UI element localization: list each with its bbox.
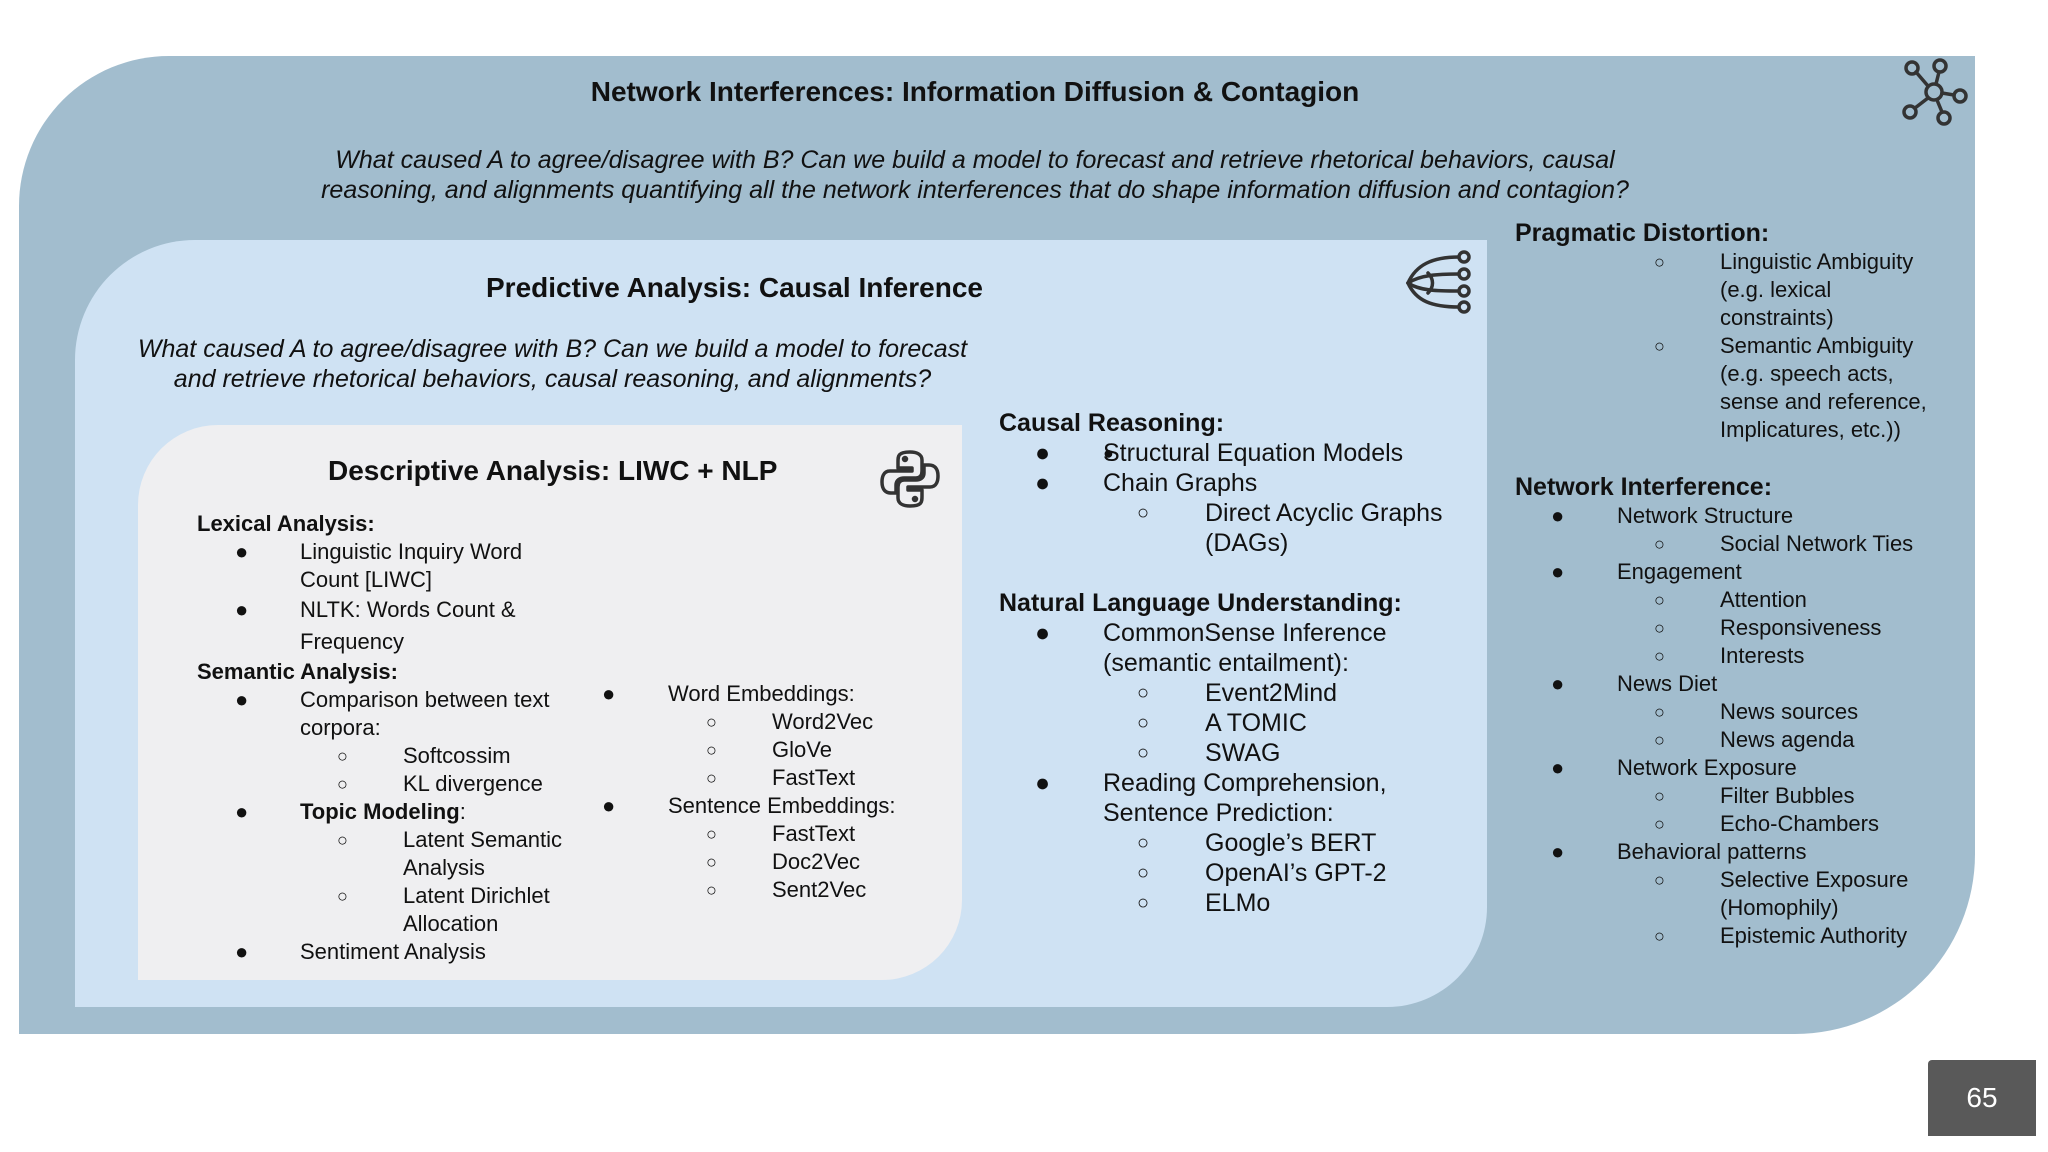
list-item-label: Latent Semantic <box>403 827 562 852</box>
network-interference-heading: Network Interference: <box>1515 473 1773 501</box>
list-item: ○ Doc2Vec <box>706 849 861 874</box>
list-item-label: (Homophily) <box>1720 895 1839 920</box>
network-question-line-2: reasoning, and alignments quantifying all the network interferences that do shape information diffusion and contagion? <box>321 176 1629 204</box>
descriptive-left-list <box>197 510 597 966</box>
list-item: ● Topic Modeling: <box>235 799 466 824</box>
list-item: ○ OpenAI’s GPT-2 <box>1137 859 1387 887</box>
list-item-label: Sentence Embeddings: <box>668 793 896 818</box>
list-item-label: Network Exposure <box>1617 755 1797 780</box>
list-item-label: Word2Vec <box>772 709 874 734</box>
list-item: ● News Diet <box>1551 671 1718 696</box>
causal-nlu-list <box>999 408 1479 918</box>
list-item-label: Selective Exposure <box>1720 867 1909 892</box>
list-item-label: GloVe <box>772 737 832 762</box>
list-item: ○ Word2Vec <box>706 709 874 734</box>
list-item: ○ Softcossim <box>337 743 511 768</box>
list-item: ○ Filter Bubbles <box>1654 783 1855 808</box>
list-item-label: Filter Bubbles <box>1720 783 1855 808</box>
list-item-label: ELMo <box>1205 889 1271 917</box>
list-item-label: Semantic Ambiguity <box>1720 333 1914 358</box>
list-item-label: Sentiment Analysis <box>300 939 486 964</box>
list-item: ● CommonSense Inference (semantic entailment): <box>1035 619 1387 677</box>
list-item-label: Comparison between text <box>300 687 550 712</box>
spacer <box>999 558 1479 588</box>
list-item-label: Event2Mind <box>1205 679 1338 707</box>
list-item-label: Frequency <box>300 629 404 654</box>
list-item: ● Chain Graphs <box>1035 469 1258 497</box>
branching-flow-icon <box>1404 249 1474 315</box>
list-item-label: Softcossim <box>403 743 511 768</box>
causal-heading: Causal Reasoning: <box>999 409 1225 437</box>
list-item: ○ News sources <box>1654 699 1859 724</box>
list-item-label: KL divergence <box>403 771 543 796</box>
list-item-label: A TOMIC <box>1205 709 1307 737</box>
list-item-label: Structural Equation Models <box>1103 439 1404 467</box>
lexical-heading: Lexical Analysis: <box>197 511 375 536</box>
list-item: ○ GloVe <box>706 737 832 762</box>
list-item-label: SWAG <box>1205 739 1281 767</box>
list-item-label: sense and reference, <box>1720 389 1927 414</box>
network-title: Network Interferences: Information Diffusion & Contagion <box>590 76 1360 107</box>
list-item-label: CommonSense Inference <box>1103 619 1387 647</box>
list-item-label: Allocation <box>403 911 499 936</box>
list-item: ○ Responsiveness <box>1654 615 1882 640</box>
list-item-label: Sentence Prediction: <box>1103 799 1334 827</box>
pragmatic-heading: Pragmatic Distortion: <box>1515 219 1770 247</box>
predictive-question-line-2: and retrieve rhetorical behaviors, causal reasoning, and alignments? <box>173 365 932 393</box>
list-item: ○ Linguistic Ambiguity (e.g. lexical constraints) <box>1654 249 1914 330</box>
list-item: ○ FastText <box>706 765 856 790</box>
list-item-label: Analysis <box>403 855 485 880</box>
list-item-label: Topic Modeling <box>300 799 460 824</box>
list-item-colon: : <box>459 799 466 824</box>
list-item: ○ FastText <box>706 821 856 846</box>
list-item-label: Attention <box>1720 587 1807 612</box>
list-item-label: Interests <box>1720 643 1805 668</box>
list-item-label: Engagement <box>1617 559 1742 584</box>
list-item-label: News agenda <box>1720 727 1855 752</box>
list-item-label: Word Embeddings: <box>668 681 855 706</box>
predictive-question <box>85 334 1020 394</box>
list-item: ● Network Exposure <box>1551 755 1797 780</box>
list-item-label: Network Structure <box>1617 503 1794 528</box>
semantic-heading: Semantic Analysis: <box>197 659 398 684</box>
list-item-label: Linguistic Inquiry Word <box>300 539 523 564</box>
list-item: ○ A TOMIC <box>1137 709 1307 737</box>
network-graph-icon <box>1900 58 1968 126</box>
list-item-label: (semantic entailment): <box>1103 649 1349 677</box>
list-item-label: (e.g. speech acts, <box>1720 361 1894 386</box>
predictive-question-line-1: What caused A to agree/disagree with B? Can we build a model to forecast <box>137 335 968 363</box>
list-item-label: Epistemic Authority <box>1720 923 1908 948</box>
list-item-label: FastText <box>772 821 856 846</box>
list-item: ○ Direct Acyclic Graphs (DAGs) <box>1137 499 1443 557</box>
list-item: ● Sentence Embeddings: <box>602 793 896 818</box>
list-item-label: Social Network Ties <box>1720 531 1914 556</box>
list-item-label: Chain Graphs <box>1103 469 1258 497</box>
list-item: ○ Echo-Chambers <box>1654 811 1879 836</box>
list-item: ○ Latent Dirichlet Allocation <box>337 883 550 936</box>
list-item-label: Echo-Chambers <box>1720 811 1879 836</box>
list-item: ○ Event2Mind <box>1137 679 1338 707</box>
list-item: ○ KL divergence <box>337 771 543 796</box>
list-item-label: (DAGs) <box>1205 529 1289 557</box>
list-item: ○ SWAG <box>1137 739 1281 767</box>
list-item-label: News sources <box>1720 699 1859 724</box>
list-item: ○ Attention <box>1654 587 1807 612</box>
predictive-title: Predictive Analysis: Causal Inference <box>486 272 983 303</box>
list-item: ○ Google’s BERT <box>1137 829 1377 857</box>
list-item: ● Network Structure <box>1551 503 1794 528</box>
list-item-label: NLTK: Words Count & <box>300 597 516 622</box>
python-logo-icon <box>880 448 940 510</box>
list-item-label: OpenAI’s GPT-2 <box>1205 859 1387 887</box>
network-question <box>19 145 1931 205</box>
list-item: ○ Selective Exposure (Homophily) <box>1654 867 1909 920</box>
list-item-label: Implicatures, etc.)) <box>1720 417 1901 442</box>
list-item: ● Sentiment Analysis <box>235 939 486 964</box>
list-item: ○ ELMo <box>1137 889 1271 917</box>
network-question-line-1: What caused A to agree/disagree with B? Can we build a model to forecast and retrieve rhetorical behaviors, causal <box>335 146 1615 174</box>
list-item-label: Google’s BERT <box>1205 829 1377 857</box>
list-item: ○ Semantic Ambiguity (e.g. speech acts, sense and reference, Implicatures, etc.)) <box>1654 333 1927 442</box>
pragmatic-list <box>1515 218 1955 444</box>
nlu-heading: Natural Language Understanding: <box>999 589 1402 617</box>
list-item: ● Word Embeddings: <box>602 681 855 706</box>
list-item-label: Linguistic Ambiguity <box>1720 249 1914 274</box>
list-item-label: Direct Acyclic Graphs <box>1205 499 1443 527</box>
list-item-label: constraints) <box>1720 305 1834 330</box>
list-item: ○ News agenda <box>1654 727 1855 752</box>
list-item: ○ Social Network Ties <box>1654 531 1914 556</box>
descriptive-title: Descriptive Analysis: LIWC + NLP <box>328 455 778 486</box>
list-item: ● Engagement <box>1551 559 1742 584</box>
list-item: ● Reading Comprehension, Sentence Prediction: <box>1035 769 1387 827</box>
list-item: ○ Latent Semantic Analysis <box>337 827 562 880</box>
network-interference-list <box>1515 472 1955 950</box>
page-number: 65 <box>1928 1060 2036 1136</box>
list-item-label: Responsiveness <box>1720 615 1882 640</box>
list-item: ● ● Structural Equation Models <box>999 438 1479 468</box>
list-item: ● Behavioral patterns <box>1551 839 1807 864</box>
list-item-label: Count [LIWC] <box>300 567 433 592</box>
list-item: ● Linguistic Inquiry Word Count [LIWC] <box>235 539 523 592</box>
list-item-label: Latent Dirichlet <box>403 883 550 908</box>
list-item-label: Sent2Vec <box>772 877 867 902</box>
list-item-label: News Diet <box>1617 671 1718 696</box>
list-item-label: (e.g. lexical <box>1720 277 1832 302</box>
descriptive-right-list <box>600 680 940 904</box>
list-item-label: FastText <box>772 765 856 790</box>
list-item: ○ Sent2Vec <box>706 877 867 902</box>
list-item: ○ Interests <box>1654 643 1805 668</box>
list-item: ○ Epistemic Authority <box>1654 923 1908 948</box>
list-item: ● NLTK: Words Count & Frequency <box>235 597 516 654</box>
list-item-label: Behavioral patterns <box>1617 839 1807 864</box>
list-item-label: corpora: <box>300 715 381 740</box>
list-item-label: Doc2Vec <box>772 849 861 874</box>
list-item: ● Comparison between text corpora: <box>235 687 550 740</box>
list-item-label: Reading Comprehension, <box>1103 769 1387 797</box>
